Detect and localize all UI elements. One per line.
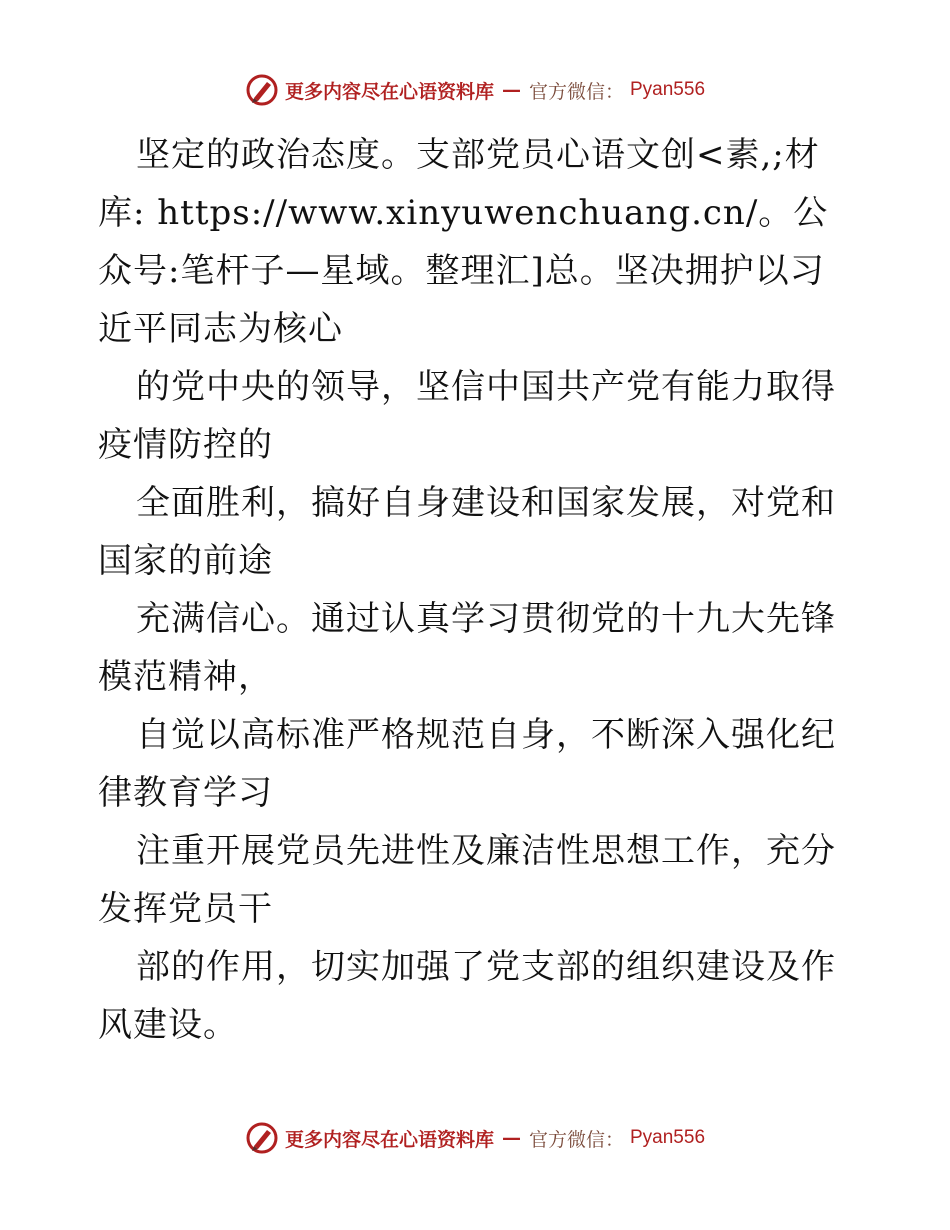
paragraph: 充满信心。通过认真学习贯彻党的十九大先锋模范精神， (98, 599, 836, 697)
banner-dash: — (501, 79, 521, 101)
banner-wechat-label: 官方微信： (528, 1128, 624, 1151)
banner-wechat-label: 官方微信： (528, 80, 624, 103)
banner-wechat-id: Pyan556 (630, 1127, 706, 1148)
header-banner (0, 70, 950, 110)
pen-circle-logo-icon (245, 1121, 279, 1155)
paragraph: 自觉以高标准严格规范自身，不断深入强化纪律教育学习 (98, 715, 836, 813)
paragraph: 部的作用，切实加强了党支部的组织建设及作风建设。 (98, 947, 836, 1045)
paragraph: 全面胜利，搞好自身建设和国家发展，对党和国家的前途 (98, 483, 836, 581)
paragraph: 坚定的政治态度。支部党员心语文创<素,;材库: https://www.xinyuwenchuang.cn/。公众号:笔杆子—星域。整理汇]总。坚决拥护以习近平同志为核心 (98, 135, 829, 349)
paragraph: 注重开展党员先进性及廉洁性思想工作，充分发挥党员干 (98, 831, 836, 929)
document-body (98, 126, 858, 1054)
banner-dash: — (501, 1127, 521, 1149)
banner-wechat-id: Pyan556 (630, 79, 706, 100)
pen-circle-logo-icon (245, 73, 279, 107)
paragraph: 的党中央的领导，坚信中国共产党有能力取得疫情防控的 (98, 367, 836, 465)
banner-site-text: 更多内容尽在心语资料库 (284, 1128, 494, 1151)
footer-banner (0, 1118, 950, 1158)
banner-site-text: 更多内容尽在心语资料库 (284, 80, 494, 103)
